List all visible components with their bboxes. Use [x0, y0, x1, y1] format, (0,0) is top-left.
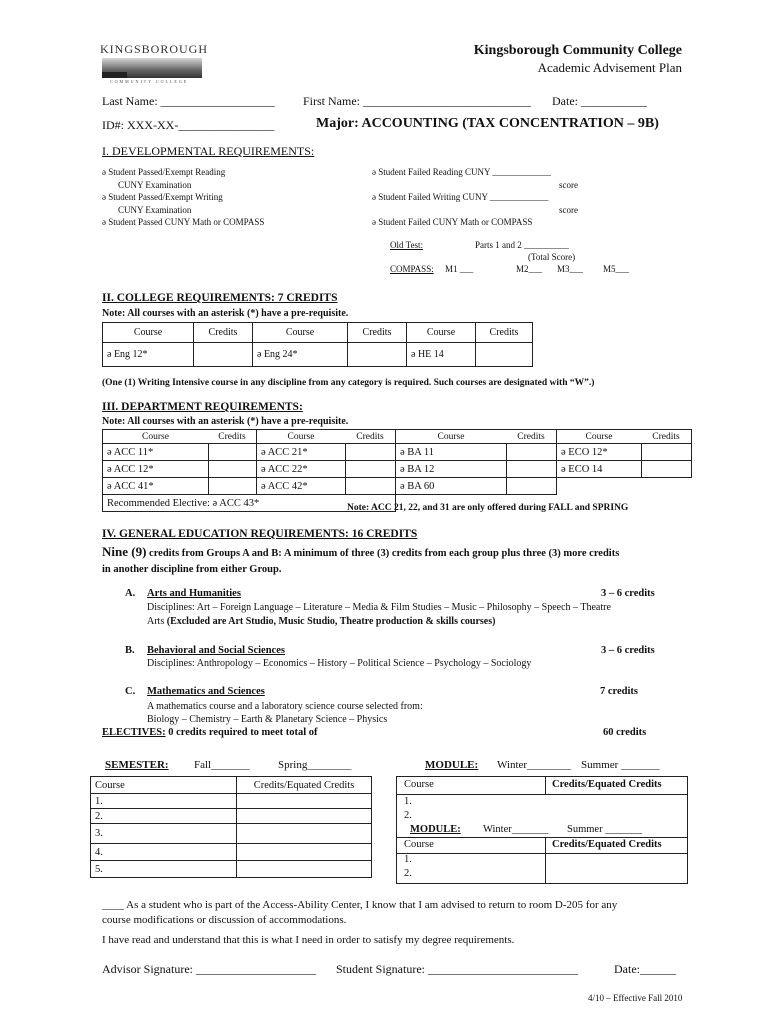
module2-label: MODULE:: [410, 824, 461, 835]
semester-row[interactable]: 5.: [91, 861, 237, 878]
dept-req-table: [102, 429, 692, 512]
credits-cell[interactable]: [194, 343, 253, 367]
col-header: Credits: [348, 323, 407, 343]
electives-line: ELECTIVES: 0 credits required to meet total of: [102, 727, 318, 738]
acknowledgement: I have read and understand that this is what I need in order to satisfy my degree requirements.: [102, 934, 515, 946]
fall-field[interactable]: Fall_______: [194, 759, 250, 771]
m3-score[interactable]: M3___: [557, 264, 584, 274]
advisor-signature[interactable]: Advisor Signature: ____________________: [102, 962, 316, 976]
course-acc42[interactable]: ə ACC 42*: [257, 478, 346, 495]
credits-cell[interactable]: [208, 461, 257, 478]
credits-cell[interactable]: [345, 461, 396, 478]
col-header: Course: [407, 323, 476, 343]
date-field[interactable]: Date: ___________: [552, 94, 647, 108]
semester-row[interactable]: 4.: [91, 844, 237, 861]
effective-date: 4/10 – Effective Fall 2010: [588, 993, 683, 1003]
m2-score[interactable]: M2___: [516, 264, 543, 274]
old-test-label: Old Test:: [390, 240, 423, 250]
college-req-table: [102, 322, 533, 367]
course-eco14[interactable]: ə ECO 14: [557, 461, 642, 478]
semester-label: SEMESTER:: [105, 759, 169, 771]
module-label: MODULE:: [425, 759, 479, 771]
credits-cell[interactable]: [345, 478, 396, 495]
semester-row[interactable]: 3.: [91, 824, 237, 844]
credits-cell[interactable]: [506, 461, 557, 478]
summer2-field[interactable]: Summer _______: [567, 824, 642, 835]
credits-cell[interactable]: [476, 343, 533, 367]
passed-math[interactable]: ə Student Passed CUNY Math or COMPASS: [102, 217, 265, 227]
credits-header: Credits/Equated Credits: [552, 779, 662, 790]
passed-writing[interactable]: ə Student Passed/Exempt Writing: [102, 192, 223, 202]
course-ba12[interactable]: ə BA 12: [396, 461, 507, 478]
course-acc12[interactable]: ə ACC 12*: [103, 461, 209, 478]
course-eco12[interactable]: ə ECO 12*: [557, 444, 642, 461]
compass-label: COMPASS:: [390, 264, 434, 274]
section3-note: Note: All courses with an asterisk (*) have a pre-requisite.: [102, 416, 349, 427]
section4-intro: Nine (9) credits from Groups A and B: A minimum of three (3) credits from each group plus three (3) more credits in another discipline from either Group.: [102, 544, 620, 575]
col-header: Course: [396, 430, 507, 444]
course-eng12[interactable]: ə Eng 12*: [103, 343, 194, 367]
dev-left-list: ə Student Passed/Exempt Reading CUNY Examination ə Student Passed/Exempt Writing CUNY Examination ə Student Passed CUNY Math or COMPASS: [102, 167, 265, 227]
id-field[interactable]: ID#: XXX-XX-________________: [102, 118, 275, 132]
credits-cell[interactable]: [641, 444, 692, 461]
spring-field[interactable]: Spring________: [278, 759, 352, 771]
group-c-title: Mathematics and Sciences: [147, 686, 265, 697]
writing-intensive-note: (One (1) Writing Intensive course in any discipline from any category is required. Such courses are designated with “W”.): [102, 378, 595, 388]
course-ba11[interactable]: ə BA 11: [396, 444, 507, 461]
col-header: Credits: [208, 430, 257, 444]
course-ba60[interactable]: ə BA 60: [396, 478, 507, 495]
section4-title: IV. GENERAL EDUCATION REQUIREMENTS: 16 CREDITS: [102, 528, 418, 540]
passed-reading[interactable]: ə Student Passed/Exempt Reading: [102, 167, 226, 177]
col-header: Credits: [345, 430, 396, 444]
col-header: Credits: [476, 323, 533, 343]
col-header: Course: [103, 430, 209, 444]
course-acc41[interactable]: ə ACC 41*: [103, 478, 209, 495]
group-a-disciplines: Disciplines: Art – Foreign Language – Literature – Media & Film Studies – Music – Philosophy – Speech – Theatre Arts (Excluded are Art Studio, Music Studio, Theatre production & skills courses): [147, 602, 611, 627]
module-table: [396, 776, 688, 884]
section2-title: II. COLLEGE REQUIREMENTS: 7 CREDITS: [102, 292, 338, 304]
module-row[interactable]: 1.: [404, 854, 412, 865]
section1-title: I. DEVELOPMENTAL REQUIREMENTS:: [102, 144, 315, 158]
credits-cell[interactable]: [208, 478, 257, 495]
failed-math[interactable]: ə Student Failed CUNY Math or COMPASS: [372, 217, 533, 227]
plan-title: Academic Advisement Plan: [537, 60, 682, 75]
total-credits: 60 credits: [603, 727, 647, 738]
course-header: Course: [404, 839, 434, 850]
semester-table: [90, 776, 372, 878]
col-header: Course: [103, 323, 194, 343]
m1-score[interactable]: M1 ___: [445, 264, 474, 274]
group-a-title: Arts and Humanities: [147, 588, 241, 599]
credits-cell[interactable]: [237, 861, 372, 878]
dev-right-list: ə Student Failed Reading CUNY _____________ score ə Student Failed Writing CUNY _____________ score ə Student Failed CUNY Math or COMPASS: [372, 166, 582, 229]
course-eng24[interactable]: ə Eng 24*: [253, 343, 348, 367]
semester-row[interactable]: 1.: [91, 794, 237, 809]
group-b-title: Behavioral and Social Sciences: [147, 645, 285, 656]
credits-cell[interactable]: [348, 343, 407, 367]
credits-cell[interactable]: [641, 461, 692, 478]
access-ability-note[interactable]: ____ As a student who is part of the Access-Ability Center, I know that I am advised to return to room D-205 for any course modifications or discussion of accommodations.: [102, 899, 618, 926]
summer-field[interactable]: Summer _______: [581, 759, 660, 771]
credits-cell[interactable]: [237, 809, 372, 824]
credits-header: Credits/Equated Credits: [552, 839, 662, 850]
col-header: Course: [257, 430, 346, 444]
credits-cell[interactable]: [345, 444, 396, 461]
module-row[interactable]: 2.: [404, 868, 412, 879]
logo-sub: COMMUNITY COLLEGE: [110, 79, 189, 84]
module-row[interactable]: 2.: [404, 810, 412, 821]
winter2-field[interactable]: Winter_______: [483, 824, 549, 835]
credits-cell[interactable]: [237, 844, 372, 861]
section2-note: Note: All courses with an asterisk (*) have a pre-requisite.: [102, 308, 349, 319]
college-logo: [100, 42, 210, 84]
last-name-field[interactable]: Last Name: ___________________: [102, 94, 275, 108]
col-header: Credits: [194, 323, 253, 343]
col-header: Course: [557, 430, 642, 444]
course-header: Course: [91, 777, 237, 794]
group-a-label: A.: [125, 588, 136, 599]
failed-writing[interactable]: ə Student Failed Writing CUNY _____________: [372, 192, 549, 202]
course-acc21[interactable]: ə ACC 21*: [257, 444, 346, 461]
group-a-credits: 3 – 6 credits: [601, 588, 655, 599]
group-b-label: B.: [125, 645, 135, 656]
course-header: Course: [404, 779, 434, 790]
recommended-elective[interactable]: Recommended Elective: ə ACC 43*: [103, 495, 396, 512]
first-name-field[interactable]: First Name: ____________________________: [303, 94, 531, 108]
course-acc22[interactable]: ə ACC 22*: [257, 461, 346, 478]
total-score: (Total Score): [528, 252, 576, 262]
credits-cell[interactable]: [237, 794, 372, 809]
credits-cell[interactable]: [506, 444, 557, 461]
group-c-credits: 7 credits: [600, 686, 639, 697]
logo-text: KINGSBOROUGH: [100, 42, 209, 56]
failed-reading[interactable]: ə Student Failed Reading CUNY _____________: [372, 167, 551, 177]
section3-title: III. DEPARTMENT REQUIREMENTS:: [102, 401, 303, 413]
course-he14[interactable]: ə HE 14: [407, 343, 476, 367]
credits-cell[interactable]: [237, 824, 372, 844]
group-b-disciplines: Disciplines: Anthropology – Economics – History – Political Science – Psychology – Sociology: [147, 658, 532, 669]
section3-note2: Note: ACC 21, 22, and 31 are only offered during FALL and SPRING: [347, 503, 629, 513]
credits-cell[interactable]: [506, 478, 557, 495]
signature-date[interactable]: Date:______: [614, 962, 676, 976]
col-header: Credits: [506, 430, 557, 444]
group-c-disciplines: A mathematics course and a laboratory science course selected from: Biology – Chemistry – Earth & Planetary Science – Physics: [147, 701, 423, 725]
credits-cell[interactable]: [208, 444, 257, 461]
parts-score[interactable]: Parts 1 and 2 __________: [475, 240, 569, 250]
col-header: Credits: [641, 430, 692, 444]
semester-row[interactable]: 2.: [91, 809, 237, 824]
col-header: Course: [253, 323, 348, 343]
winter-field[interactable]: Winter________: [497, 759, 572, 771]
group-c-label: C.: [125, 686, 136, 697]
group-b-credits: 3 – 6 credits: [601, 645, 655, 656]
college-name: Kingsborough Community College: [473, 43, 682, 58]
module-row[interactable]: 1.: [404, 796, 412, 807]
major-title: Major: ACCOUNTING (TAX CONCENTRATION – 9B): [316, 116, 659, 131]
nine-credits: Nine (9): [102, 544, 147, 559]
student-signature[interactable]: Student Signature: _________________________: [336, 962, 578, 976]
credits-header: Credits/Equated Credits: [237, 777, 372, 794]
m5-score[interactable]: M5___: [603, 264, 630, 274]
course-acc11[interactable]: ə ACC 11*: [103, 444, 209, 461]
